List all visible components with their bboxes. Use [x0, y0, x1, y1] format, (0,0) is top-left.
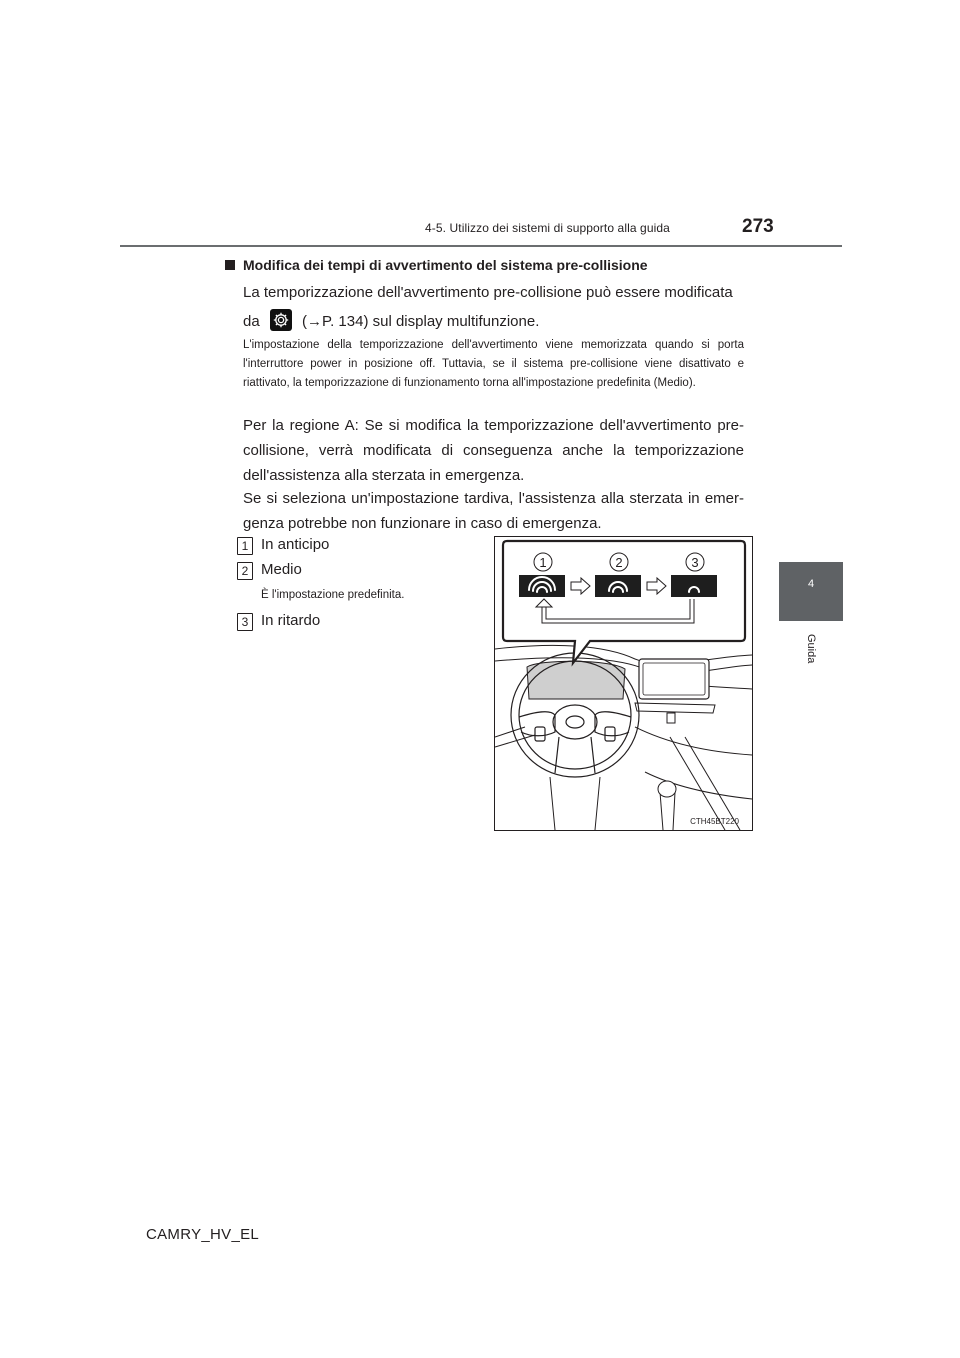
item-label-medium: Medio — [261, 561, 302, 578]
intro-line-2 — [243, 309, 744, 334]
figure-code: CTH45BT220 — [690, 817, 739, 826]
callout-1: 1 — [539, 555, 547, 570]
region-a-paragraph: Per la regione A: Se si modifica la temporizzazione dell'avvertimento pre-collisione, verrà modificata di conseguenza anche la temporizzazione dell'assistenza alla sterzata in emergenza. — [243, 417, 744, 484]
section-heading-text: Modifica dei tempi di avvertimento del sistema pre-collisione — [243, 257, 648, 273]
intro-line-1: La temporizzazione dell'avvertimento pre-collisione può essere modificata — [243, 284, 733, 301]
square-bullet-icon — [225, 260, 235, 270]
item-label-late: In ritardo — [261, 612, 321, 629]
header-section-title: 4-5. Utilizzo dei sistemi di supporto alla guida — [425, 221, 670, 235]
item-number-1: 1 — [237, 537, 253, 555]
chapter-tab-label: Guida — [805, 634, 817, 664]
late-setting-paragraph: Se si seleziona un'impostazione tardiva, l'assistenza alla sterzata in emer-genza potrebbe non funzionare in caso di emergenza. — [243, 490, 744, 532]
page-number: 273 — [742, 216, 774, 237]
callout-3: 3 — [691, 555, 699, 570]
item-number-3: 3 — [237, 613, 253, 631]
item-number-2: 2 — [237, 562, 253, 580]
memory-note: L'impostazione della temporizzazione dell'avvertimento viene memorizzata quando si porta l'interruttore power in posizione off. Tuttavia, se il sistema pre-collisione viene disattivato e riattivato, la temporizzazione di funzionamento torna all'impostazione predefinita (Medio). — [243, 339, 744, 389]
document-code: CAMRY_HV_EL — [146, 1226, 260, 1243]
settings-gear-icon — [270, 309, 292, 331]
callout-2: 2 — [615, 555, 623, 570]
item-note-default: È l'impostazione predefinita. — [261, 589, 405, 601]
item-label-early: In anticipo — [261, 536, 330, 553]
intro-line-2-pre: da — [243, 313, 260, 330]
intro-line-2-post: (→P. 134) sul display multifunzione. — [302, 313, 540, 330]
dashboard-drawing — [495, 537, 752, 830]
section-heading — [225, 257, 648, 273]
dashboard-illustration — [494, 536, 753, 831]
chapter-tab: 4 — [779, 562, 843, 621]
header-divider — [120, 245, 842, 247]
